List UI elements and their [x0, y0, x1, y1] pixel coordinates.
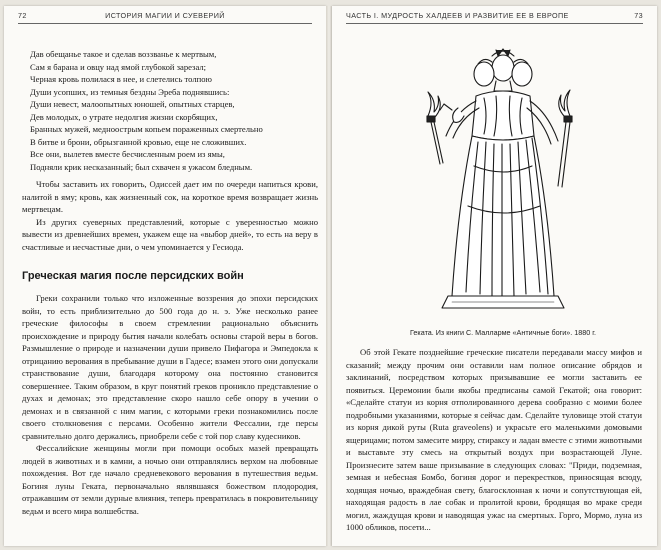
verse-line: Бранных мужей, медноострым копьем пораженных смертельно [30, 124, 263, 134]
page-number-left: 72 [18, 11, 27, 20]
verse-line: Дав обещанье такое и сделав воззванье к мертвым, [30, 49, 217, 59]
verse-line: Черная кровь полилася в нее, и слетелись толпою [30, 74, 212, 84]
verse-line: Сам я барана и овцу над ямой глубокой зарезал; [30, 61, 207, 72]
verse-line: Все они, вылетев вместе бесчисленным роем из ямы, [30, 149, 225, 159]
verse-line: Дев молодых, о утрате недолгия жизни скорбящих, [30, 111, 218, 122]
paragraph-superstitions: Из других суеверных представлений, которые с уверенностью можно вывести из древнейших времен, укажем еще на «выбор дней», то есть на веру в счастливые и несчастные дни, о чем упоминается у Гесиода. [22, 216, 318, 252]
hecate-engraving [418, 46, 588, 316]
figure-caption: Геката. Из книги С. Маллармe «Античные боги». 1880 г. [410, 328, 596, 337]
verse-line: В битве и брони, обрызганной кровью, еще не сложивших. [30, 136, 247, 147]
verse-line: Души усопших, из темныя бездны Эреба поднявшись: [30, 86, 230, 97]
verse-line: Подняли крик несказанный; был схвачен я ужасом бледным. [30, 161, 253, 172]
paragraph-odysseus: Чтобы заставить их говорить, Одиссей дает им по очереди напиться крови, налитой в яму; кровь, как жизненный сок, на короткое время возвращает жизнь мертвецам. [22, 179, 318, 214]
paragraphs-lower [22, 292, 318, 517]
page-number-right: 73 [634, 11, 643, 20]
section-heading: Греческая магия после персидских войн [22, 270, 244, 282]
running-title-left: ИСТОРИЯ МАГИИ И СУЕВЕРИЙ [105, 11, 225, 20]
verse-block [30, 48, 320, 173]
running-header-left [18, 9, 312, 24]
paragraphs-upper [22, 178, 318, 253]
running-title-right: ЧАСТЬ I. МУДРОСТЬ ХАЛДЕЕВ И РАЗВИТИЕ ЕЕ В ЕВРОПЕ [346, 11, 569, 20]
right-page [332, 6, 657, 546]
paragraphs-right [346, 346, 642, 534]
running-header-right [346, 9, 643, 24]
left-page [4, 6, 326, 546]
paragraph-greeks: Греки сохранили только что изложенные воззрения до эпохи персидских войн, то есть приблизительно до 500 года до н. э. Уже несколько ранее греческие философы в своем стремлении рационально объяснить происхождение и природу бытия начали колебать основы старой веры в богов. Размышление о природе и назначении души привело Пифагора и Эмпедокла к отрицанию верования в пребывание души в Гадесе; взамен этого они допускали странствование души, благодаря которому она постоянно становится совершеннее. Таким образом, в круг понятий греков проникло представление о духах и демонах; это представление скоро нашло себе опору в учении о демонах и в связанной с ним магии, с которыми греки познакомились после своего столкновения с персами. Особенно жители Фессалии, где персы сравнительно долго держались, приобрели себе с той пор славу кудесников. [22, 293, 318, 441]
paragraph-thessaly: Фессалийские женщины могли при помощи особых мазей превращать людей в животных и в камни, а ночью они отправлялись верхом на любовные похождения. Вот где начало средневекового верования в путешествия ведьм. Богиня луны Геката, первоначально являвшаяся божеством плодородия, отражавшим от земли дурные влияния, теперь превратилась в покровительницу ведьм и всего мира волшебства. [22, 443, 318, 516]
verse-line: Души невест, малоопытных юношей, опытных старцев, [30, 99, 235, 109]
paragraph-hecate-rites: Об этой Гекате позднейшие греческие писатели передавали массу мифов и сказаний; между прочим они оставили нам полное описание обрядов и заклинаний, посредством которых призывавшие ее могли заставить ее появиться. Церемонии были якобы предписаны самой Гекатой; она говорит: «Сделайте статуи из корня отполированного дерева сообразно с моими более подробными указаниями, которые я сейчас дам. Сделайте туловище этой статуи из корня дикой руты (Ruta graveolens) и украсьте его маленькими домовыми ящерицами; потом замесите мирру, стираксу и ладан вместе с этими животными и выставьте эту смесь на открытый воздух при возрастающей Луне. Произнесите затем ваше призывание в следующих словах: "Приди, подземная, земная и небесная Бомбо, богиня дорог и перекрестков, приносящая всюду, ходящая ночью, враждебная свету, благосклонная к ночи и сопутствующая ей, находящая радость в лае собак и пролитой крови, бродящая во мраке среди могил, жаждущая крови и наводящая ужас на смертных. Горго, Мормо, луна из 1000 обликов, посети... [346, 347, 642, 532]
